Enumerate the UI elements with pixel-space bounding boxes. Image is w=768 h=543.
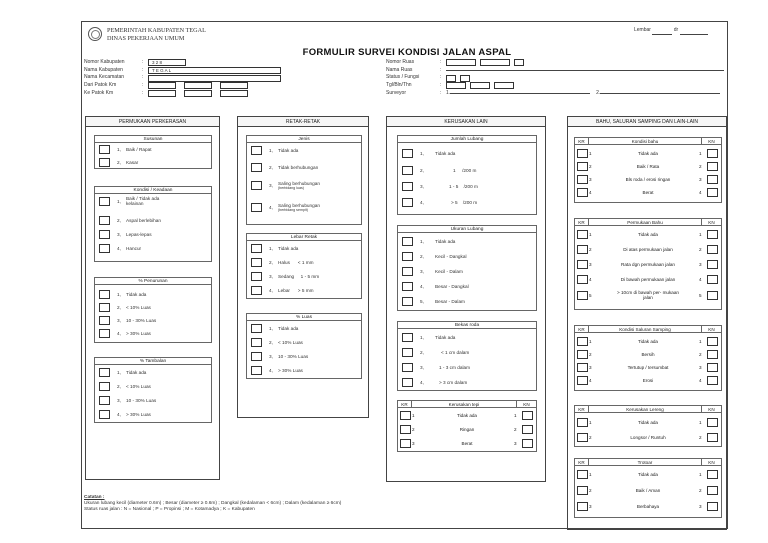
checkbox[interactable] <box>251 181 262 190</box>
checkbox[interactable] <box>251 272 262 281</box>
ruas-name-field[interactable] <box>446 70 724 71</box>
jumlah-lubang-group: Jumlah Lubang 1, Tidak ada 2, 1 /200 m 3, 1 - 5 /200 m 4, > 5 /200 m <box>397 135 537 215</box>
checkbox[interactable] <box>402 297 413 306</box>
checkbox-kn[interactable] <box>707 275 718 284</box>
checkbox[interactable] <box>251 286 262 295</box>
checkbox[interactable] <box>402 333 413 342</box>
sheet-label: Lembar <box>634 27 651 33</box>
checkbox[interactable] <box>99 244 110 253</box>
other-damage-section <box>386 116 546 482</box>
checkbox[interactable] <box>402 363 413 372</box>
checkbox-kn[interactable] <box>707 162 718 171</box>
checkbox-kn[interactable] <box>707 363 718 372</box>
kabupaten-number-label: Nomor Kabupaten <box>84 59 125 66</box>
checkbox-kn[interactable] <box>707 188 718 197</box>
to-km-input-2[interactable] <box>184 90 212 97</box>
checkbox-kr[interactable] <box>577 363 588 372</box>
month-input[interactable] <box>470 82 490 89</box>
checkbox-kn[interactable] <box>707 245 718 254</box>
from-km-input-2[interactable] <box>184 82 212 89</box>
checkbox-kr[interactable] <box>577 376 588 385</box>
checkbox-kr[interactable] <box>577 486 588 495</box>
function-input[interactable] <box>460 75 470 82</box>
checkbox-kr[interactable] <box>577 470 588 479</box>
checkbox-kn[interactable] <box>707 337 718 346</box>
date-label: Tgl/Bln/Thn <box>386 82 412 89</box>
checkbox[interactable] <box>402 267 413 276</box>
checkbox[interactable] <box>251 146 262 155</box>
kecamatan-input[interactable] <box>148 75 281 82</box>
trotoar-group: KR Trotoar KN 1 Tidak ada 1 2 Baik / Aman 2 3 Berbahaya 3 <box>574 458 722 518</box>
from-km-input-3[interactable] <box>220 82 248 89</box>
checkbox-kr[interactable] <box>577 230 588 239</box>
pavement-section-title: PERMUKAAN PERKERASAN <box>86 117 219 127</box>
checkbox[interactable] <box>99 158 110 167</box>
status-label: Status / Fungsi <box>386 74 420 81</box>
tambalan-group: % Tambalan 1, Tidak ada 2, < 10% Luas 3, 10 - 30% Luas 4, > 30% Luas <box>94 357 212 423</box>
day-input[interactable] <box>446 82 466 89</box>
checkbox-kn[interactable] <box>707 433 718 442</box>
from-km-input-1[interactable] <box>148 82 176 89</box>
susunan-group: Susunan 1, Baik / Rapat 2, Kasar <box>94 135 212 169</box>
checkbox[interactable] <box>99 303 110 312</box>
ruas-number-input-1[interactable] <box>446 59 476 66</box>
penurunan-group: % Penurunan 1, Tidak ada 2, < 10% Luas 3, 10 - 30% Luas 4, > 30% Luas <box>94 277 212 343</box>
checkbox-kn[interactable] <box>522 425 533 434</box>
checkbox-kr[interactable] <box>577 149 588 158</box>
checkbox[interactable] <box>402 378 413 387</box>
checkbox-kn[interactable] <box>707 502 718 511</box>
checkbox[interactable] <box>99 316 110 325</box>
checkbox-kn[interactable] <box>707 486 718 495</box>
kerusakan-lereng-group: KR Kerusakan Lereng KN 1 Tidak ada 1 2 Longsor / Runtuh 2 <box>574 405 722 447</box>
kondisi-group: Kondisi / Keadaan 1, Baik / Tidak ada kelainan 2, Aspal berlebihan 3, Lepas-lepas 4, Hancur <box>94 186 212 262</box>
pavement-section <box>85 116 220 480</box>
luas-group: % Luas 1, Tidak ada 2, < 10% Luas 3, 10 - 30% Luas 4, > 30% Luas <box>246 313 362 379</box>
surveyor-label: Surveyor <box>386 89 407 96</box>
checkbox[interactable] <box>99 230 110 239</box>
to-km-input-3[interactable] <box>220 90 248 97</box>
checkbox-kr[interactable] <box>400 439 411 448</box>
form-page: PEMERINTAH KABUPATEN TEGAL DINAS PEKERJAAN UMUM Lembar dr FORMULIR SURVEI KONDISI JALAN ASPAL Nomor Kabupaten : 3 2 8 Nama Kabupaten : T E G A L Nama Kecamatan : Dari Patok Km : Ke Patok Km : Nomor Ruas : Nama Ruas : Status / Fungsi : Tgl/Bln/Thn : Surveyor : 1. 2. PERMUKAAN PERKERASAN Susunan 1, Baik / Rapat 2, Kasar Kondisi / Keadaan 1, Baik / Tidak ada kelainan 2, Aspal berlebihan 3, Lepas-lepas 4, Hancur % Penurunan 1, Tidak ada 2, < 10% Luas 3, 10 - 30% Luas 4, > 30% Luas % Tambalan 1, Tidak ada 2, < 10% Luas 3, 10 - 30% Luas 4, > 30% Luas RETAK-RETAK Jenis 1, Tidak ada 2, Tidak berhubungan 3, Saling berhubungan (berbidang luas) 4, Saling berhubungan (berbidang sempit) Lebar Retak 1, Tidak ada 2, Halus < 1 mm 3, Sedang 1 - 5 mm 4, Lebar > 5 mm % Luas 1, Tidak ada 2, < 10% Luas 3, 10 - 30% Luas 4, > 30% Luas KERUSAKAN LAIN Jumlah Lubang 1, Tidak ada 2, 1 /200 m 3, 1 - 5 /200 m 4, > 5 /200 m Ukuran Lubang 1, Tidak ada 2, Kecil - Dangkal 3, Kecil - Dalam 4, Besar - Dangkal 5, Besar - Dalam Bekas roda 1, Tidak ada 2, < 1 cm dalam 3, 1 - 3 cm dalam 4, > 3 cm dalam KR Kerusakan tepi KN 1 Tidak ada 1 2 Ringan 2 3 Berat 3 BAHU, SALURAN SAMPING DAN LAIN-LAIN KR Kondisi bahu KN 1 Tidak ada 1 2 Baik / Rata 2 3 Bls roda / erosi ringan 3 4 Berat 4 KR Permukaan Bahu KN 1 Tidak ada 1 2 Di atas permukaan jalan 2 3 Rata dgn permukaan jalan 3 4 Di bawah permukaan jalan 4 5 > 10cm di bawah per- mukaan jalan 5 KR Kondisi Saluran Samping KN 1 Tidak ada 1 2 Bersih 2 3 Tertutup / tersumbat 3 4 Erosi 4 KR Kerusakan Lereng KN 1 Tidak ada 1 2 Longsor / Runtuh 2 KR Trotoar KN 1 Tidak ada 1 2 Baik / Aman 2 3 Berbahaya 3 Catatan : Ukuran lubang kecil (diameter 0.6m) ; Besar (diameter ≥ 0.6m) ; Dangkal (kedalaman < 6cm) ; Dalam (kedalaman ≥ 6cm) Status ruas jalan : N = Nasional ; P = Propinsi ; M = Kotamadya ; K = Kabupaten <box>81 21 728 529</box>
sheet-total-field[interactable] <box>680 34 708 35</box>
checkbox[interactable] <box>402 182 413 191</box>
checkbox-kr[interactable] <box>400 411 411 420</box>
shoulder-section <box>567 116 727 530</box>
checkbox-kr[interactable] <box>400 425 411 434</box>
year-input[interactable] <box>494 82 514 89</box>
checkbox-kn[interactable] <box>707 418 718 427</box>
checkbox-kn[interactable] <box>707 149 718 158</box>
bekas-roda-group: Bekas roda 1, Tidak ada 2, < 1 cm dalam 3, 1 - 3 cm dalam 4, > 3 cm dalam <box>397 321 537 391</box>
notes-line-2: Status ruas jalan : N = Nasional ; P = Propinsi ; M = Kotamadya ; K = Kabupaten <box>84 507 255 512</box>
to-km-label: Ke Patok Km <box>84 89 114 96</box>
checkbox-kr[interactable] <box>577 291 588 300</box>
checkbox[interactable] <box>251 203 262 212</box>
checkbox[interactable] <box>99 145 110 154</box>
checkbox-kn[interactable] <box>707 230 718 239</box>
to-km-input-1[interactable] <box>148 90 176 97</box>
checkbox[interactable] <box>402 166 413 175</box>
checkbox-kn[interactable] <box>707 350 718 359</box>
kabupaten-name-input[interactable]: T E G A L <box>148 67 281 74</box>
checkbox[interactable] <box>402 348 413 357</box>
checkbox-kr[interactable] <box>577 260 588 269</box>
checkbox-kr[interactable] <box>577 162 588 171</box>
checkbox-kr[interactable] <box>577 337 588 346</box>
checkbox[interactable] <box>251 366 262 375</box>
surveyor-2-field[interactable] <box>600 93 720 94</box>
checkbox-kn[interactable] <box>707 291 718 300</box>
checkbox[interactable] <box>99 216 110 225</box>
cracks-section <box>237 116 369 418</box>
kondisi-bahu-group: KR Kondisi bahu KN 1 Tidak ada 1 2 Baik / Rata 2 3 Bls roda / erosi ringan 3 4 Berat 4 <box>574 137 722 203</box>
status-input[interactable] <box>446 75 456 82</box>
checkbox[interactable] <box>402 237 413 246</box>
checkbox[interactable] <box>402 198 413 207</box>
sheet-of-label: dr <box>673 27 679 33</box>
kabupaten-number-input[interactable]: 3 2 8 <box>148 59 186 66</box>
dept-name: DINAS PEKERJAAN UMUM <box>107 35 185 42</box>
checkbox[interactable] <box>99 382 110 391</box>
ruas-number-input-2[interactable] <box>480 59 510 66</box>
notes-line-1: Ukuran lubang kecil (diameter 0.6m) ; Besar (diameter ≥ 0.6m) ; Dangkal (kedalaman < 6cm) ; Dalam (kedalaman ≥ 6cm) <box>84 501 342 506</box>
checkbox-kr[interactable] <box>577 502 588 511</box>
checkbox-kr[interactable] <box>577 418 588 427</box>
jenis-group: Jenis 1, Tidak ada 2, Tidak berhubungan 3, Saling berhubungan (berbidang luas) 4, Saling berhubungan (berbidang sempit) <box>246 135 362 225</box>
checkbox[interactable] <box>99 410 110 419</box>
checkbox-kr[interactable] <box>577 188 588 197</box>
notes-heading: Catatan : <box>84 495 105 500</box>
saluran-samping-group: KR Kondisi Saluran Samping KN 1 Tidak ada 1 2 Bersih 2 3 Tertutup / tersumbat 3 4 Erosi 4 <box>574 325 722 391</box>
checkbox[interactable] <box>99 290 110 299</box>
surveyor-1-field[interactable] <box>450 93 590 94</box>
org-name: PEMERINTAH KABUPATEN TEGAL <box>107 27 206 34</box>
checkbox-kr[interactable] <box>577 175 588 184</box>
shoulder-section-title: BAHU, SALURAN SAMPING DAN LAIN-LAIN <box>568 117 726 127</box>
checkbox-kr[interactable] <box>577 245 588 254</box>
kerusakan-tepi-group: KR Kerusakan tepi KN 1 Tidak ada 1 2 Ringan 2 3 Berat 3 <box>397 400 537 452</box>
lebar-retak-group: Lebar Retak 1, Tidak ada 2, Halus < 1 mm 3, Sedang 1 - 5 mm 4, Lebar > 5 mm <box>246 233 362 299</box>
ruas-number-input-3[interactable] <box>514 59 524 66</box>
kecamatan-label: Nama Kecamatan <box>84 74 125 81</box>
ruas-name-label: Nama Ruas <box>386 66 413 73</box>
checkbox-kn[interactable] <box>522 411 533 420</box>
checkbox[interactable] <box>402 149 413 158</box>
checkbox-kr[interactable] <box>577 433 588 442</box>
checkbox-kn[interactable] <box>707 376 718 385</box>
checkbox[interactable] <box>402 252 413 261</box>
checkbox-kn[interactable] <box>522 439 533 448</box>
ruas-number-label: Nomor Ruas <box>386 59 415 66</box>
checkbox-kr[interactable] <box>577 275 588 284</box>
from-km-label: Dari Patok Km <box>84 82 117 89</box>
checkbox-kn[interactable] <box>707 175 718 184</box>
form-title: FORMULIR SURVEI KONDISI JALAN ASPAL <box>302 47 512 58</box>
checkbox[interactable] <box>251 244 262 253</box>
checkbox[interactable] <box>402 282 413 291</box>
checkbox[interactable] <box>251 163 262 172</box>
checkbox[interactable] <box>99 396 110 405</box>
kabupaten-name-label: Nama Kabupaten <box>84 66 123 73</box>
ukuran-lubang-group: Ukuran Lubang 1, Tidak ada 2, Kecil - Dangkal 3, Kecil - Dalam 4, Besar - Dangkal 5, Besar - Dalam <box>397 225 537 311</box>
cracks-section-title: RETAK-RETAK <box>238 117 368 127</box>
checkbox[interactable] <box>99 197 110 206</box>
sheet-number-field[interactable] <box>652 34 672 35</box>
checkbox-kn[interactable] <box>707 470 718 479</box>
checkbox[interactable] <box>251 324 262 333</box>
checkbox-kn[interactable] <box>707 260 718 269</box>
other-damage-section-title: KERUSAKAN LAIN <box>387 117 545 127</box>
checkbox[interactable] <box>251 258 262 267</box>
permukaan-bahu-group: KR Permukaan Bahu KN 1 Tidak ada 1 2 Di atas permukaan jalan 2 3 Rata dgn permukaan jalan 3 4 Di bawah permukaan jalan 4 5 > 10cm di bawah per- mukaan jalan 5 <box>574 218 722 310</box>
checkbox[interactable] <box>99 329 110 338</box>
checkbox[interactable] <box>251 352 262 361</box>
checkbox-kr[interactable] <box>577 350 588 359</box>
checkbox[interactable] <box>251 338 262 347</box>
checkbox[interactable] <box>99 368 110 377</box>
regency-seal-icon <box>88 27 102 41</box>
